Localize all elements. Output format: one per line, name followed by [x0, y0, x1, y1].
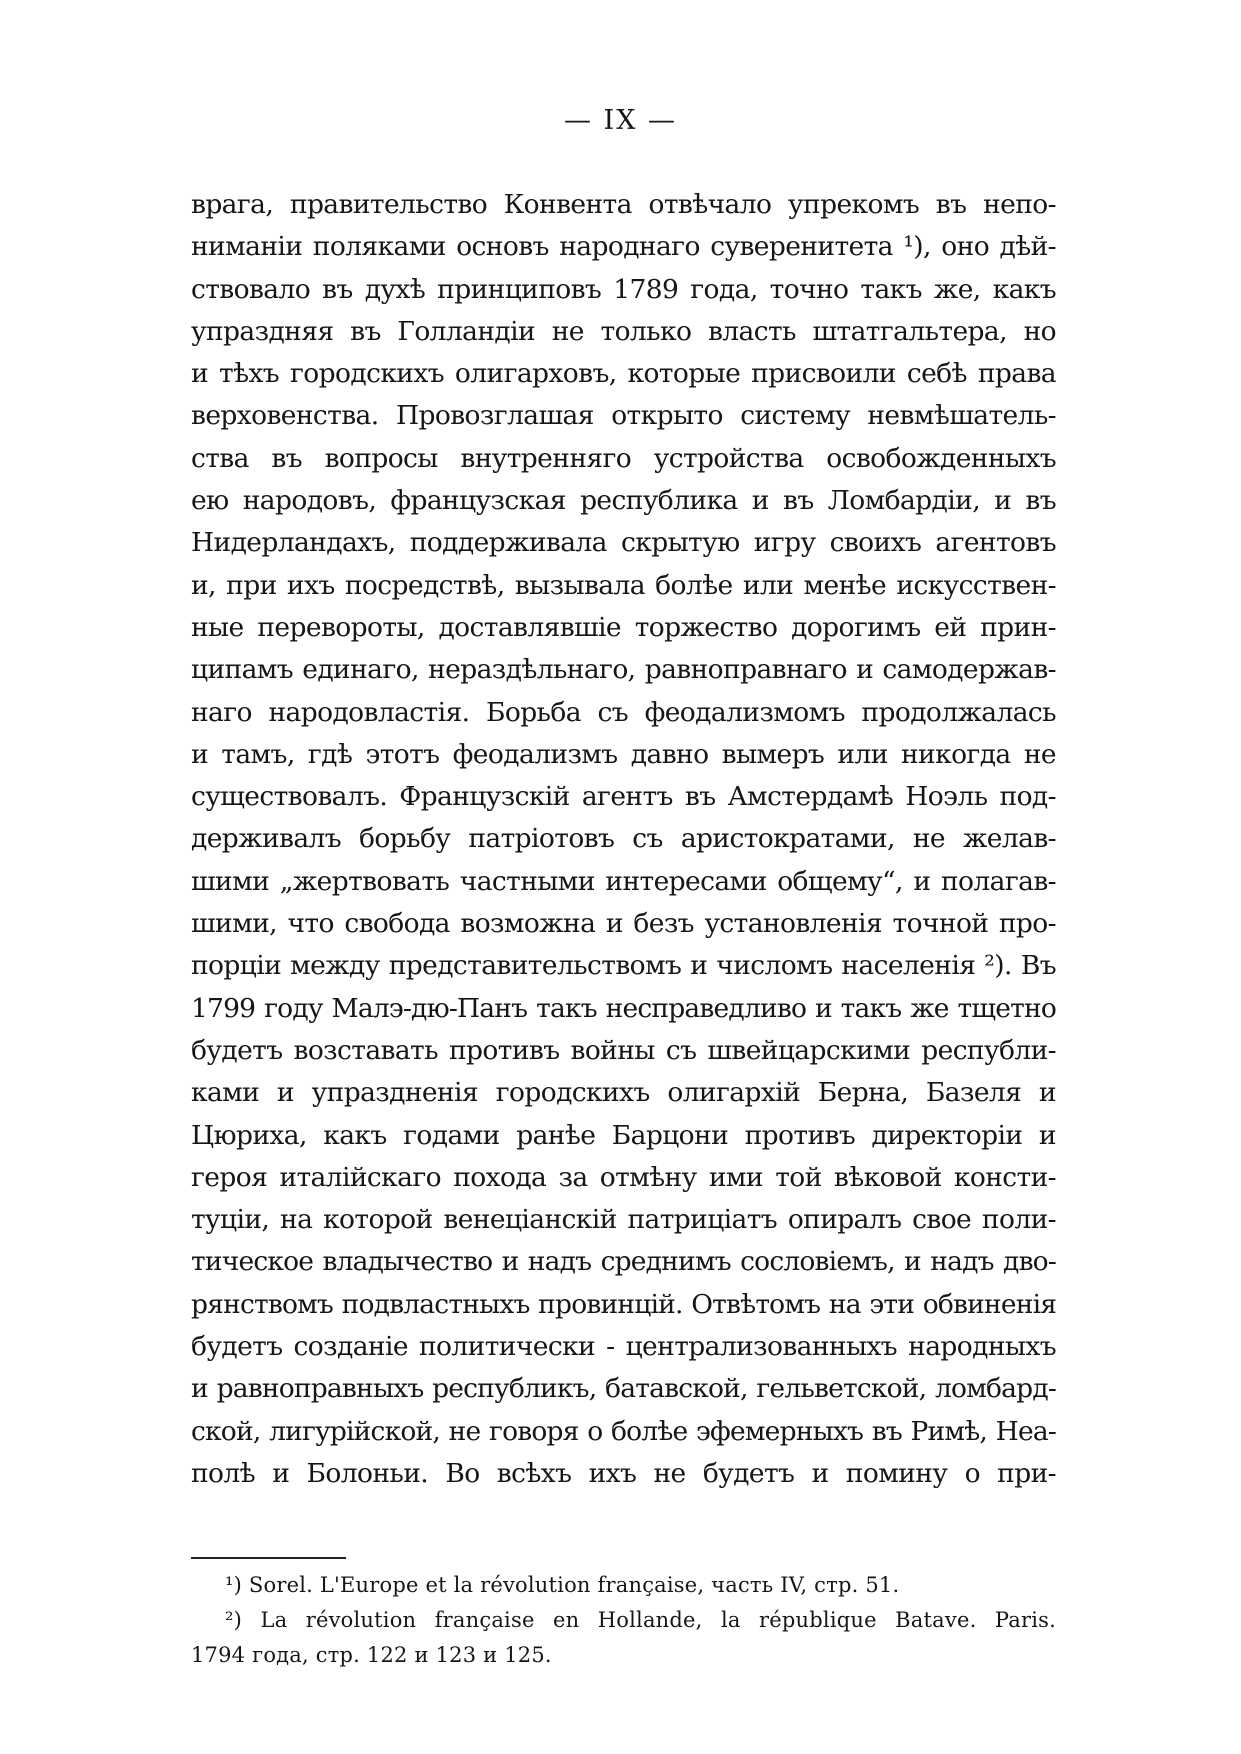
footnote-marker: ¹): [225, 1573, 243, 1597]
footnote-2-continuation: 1794 года, стр. 122 и 123 и 125.: [191, 1643, 552, 1667]
text-line: будетъ созданіе политически - централизованныхъ народныхъ: [191, 1331, 1056, 1363]
text-line: упраздняя въ Голландіи не только власть штатгальтера, но: [191, 315, 1056, 347]
text-line: Цюриха, какъ годами ранѣе Барцони противъ директоріи и: [191, 1119, 1056, 1151]
text-line: полѣ и Болоньи. Во всѣхъ ихъ не будетъ и помину о при-: [191, 1457, 1056, 1489]
text-line: ства въ вопросы внутренняго устройства освобожденныхъ: [191, 442, 1056, 474]
text-line: и тѣхъ городскихъ олигарховъ, которые присвоили себѣ права: [191, 358, 1056, 390]
text-line: верховенства. Провозглашая открыто систему невмѣшатель-: [191, 400, 1056, 432]
text-line: ные перевороты, доставлявшіе торжество дорогимъ ей прин-: [191, 611, 1056, 643]
text-line: рянствомъ подвластныхъ провинцій. Отвѣтомъ на эти обвиненія: [191, 1288, 1057, 1320]
footnote-divider: [191, 1557, 346, 1559]
text-line: держивалъ борьбу патріотовъ съ аристократами, не желав-: [191, 823, 1056, 855]
body-text: [191, 184, 1056, 1495]
footnote-marker: ²): [225, 1608, 243, 1632]
text-line: тическое владычество и надъ среднимъ сословіемъ, и надъ дво-: [191, 1246, 1056, 1278]
text-line: ниманіи поляками основъ народнаго суверенитета ¹), оно дѣй-: [191, 231, 1056, 263]
text-line: ками и упраздненія городскихъ олигархій Берна, Базеля и: [191, 1077, 1056, 1109]
text-line: порціи между представительствомъ и числомъ населенія ²). Въ: [191, 950, 1056, 982]
text-line: Нидерландахъ, поддерживала скрытую игру своихъ агентовъ: [191, 527, 1056, 559]
footnote-text: La révolution française en Hollande, la république Batave. Paris.: [260, 1608, 1056, 1632]
text-line: 1799 году Малэ-дю-Панъ такъ несправедливо и такъ же тщетно: [191, 992, 1056, 1024]
text-line: ею народовъ, французская республика и въ Ломбардіи, и въ: [191, 485, 1056, 517]
text-line: ской, лигурійской, не говоря о болѣе эфемерныхъ въ Римѣ, Неа-: [191, 1415, 1056, 1447]
text-line: и равноправныхъ республикъ, батавской, гельветской, ломбард-: [191, 1373, 1056, 1405]
text-line: наго народовластія. Борьба съ феодализмомъ продолжалась: [191, 696, 1056, 728]
text-line: будетъ возставать противъ войны съ швейцарскими республи-: [191, 1034, 1056, 1066]
text-line: шими „жертвовать частными интересами общему“, и полагав-: [191, 865, 1056, 897]
text-line: ципамъ единаго, нераздѣльнаго, равноправнаго и самодержав-: [191, 654, 1056, 686]
text-line: героя италійскаго похода за отмѣну ими той вѣковой консти-: [191, 1161, 1056, 1193]
text-line: и тамъ, гдѣ этотъ феодализмъ давно вымеръ или никогда не: [191, 738, 1056, 770]
text-line: существовалъ. Французскій агентъ въ Амстердамѣ Ноэль под-: [191, 781, 1056, 813]
footnote-1: [191, 1568, 1056, 1603]
text-line: и, при ихъ посредствѣ, вызывала болѣе или менѣе искусствен-: [191, 569, 1056, 601]
footnote-text: Sorel. L'Europe et la révolution française, часть IV, стр. 51.: [248, 1573, 900, 1597]
text-line: туціи, на которой венеціанскій патриціатъ опиралъ свое поли-: [191, 1204, 1056, 1236]
text-line: ствовало въ духѣ принциповъ 1789 года, точно такъ же, какъ: [191, 273, 1056, 305]
footnotes: [191, 1568, 1056, 1673]
text-line: врага, правительство Конвента отвѣчало упрекомъ въ непо-: [191, 189, 1056, 220]
text-line: шими, что свобода возможна и безъ установленія точной про-: [191, 908, 1056, 940]
page-number: — IX —: [563, 105, 678, 136]
footnote-2: [191, 1603, 1056, 1638]
